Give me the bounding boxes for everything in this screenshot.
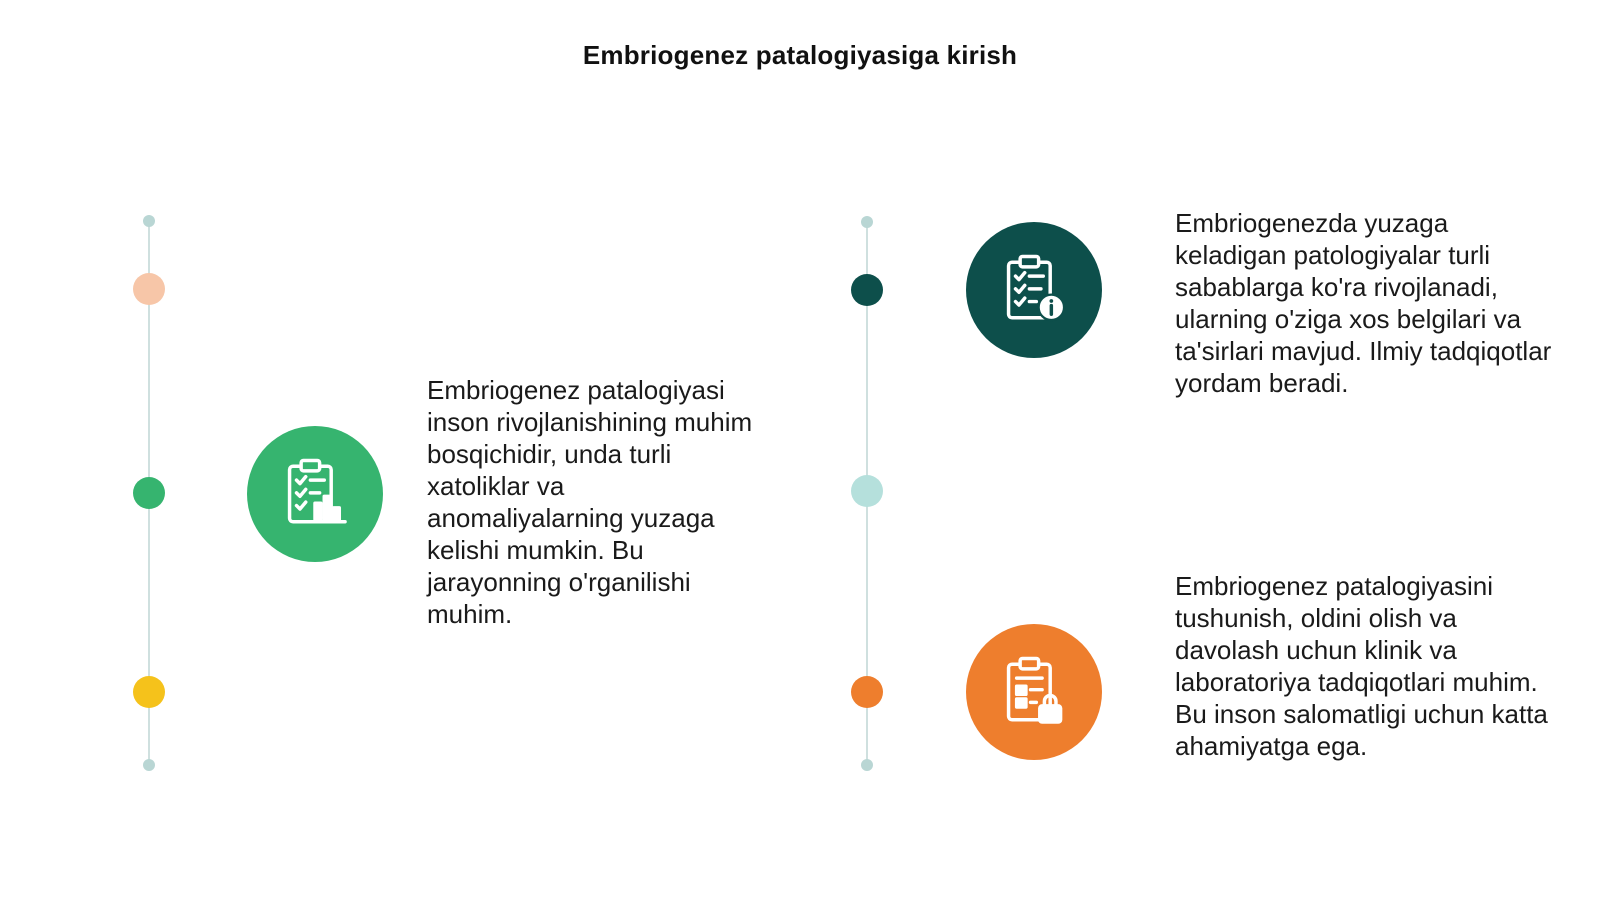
- item-3-text: Embriogenez patalogiyasini tushunish, oldini olish va davolash uchun klinik va laboratoriya tadqiqotlari muhim. Bu inson salomatligi uchun katta ahamiyatga ega.: [1175, 571, 1548, 761]
- page-title: Embriogenez patalogiyasiga kirish: [582, 40, 1018, 70]
- timeline-right-orange-dot: [851, 676, 883, 708]
- item-3-badge: [966, 624, 1102, 760]
- timeline-right-teal-dot: [851, 274, 883, 306]
- clipboard-lock-icon: [997, 655, 1071, 729]
- item-1-badge: [247, 426, 383, 562]
- timeline-right-lightteal-dot: [851, 475, 883, 507]
- clipboard-chart-icon: [278, 457, 352, 531]
- item-2-text: Embriogenezda yuzaga keladigan patologiyalar turli sabablarga ko'ra rivojlanadi, ularning o'ziga xos belgilari va ta'sirlari mavjud. Ilmiy tadqiqotlar yordam beradi.: [1175, 208, 1552, 398]
- item-2-badge: [966, 222, 1102, 358]
- timeline-left-green-dot: [133, 477, 165, 509]
- timeline-right-end-dot: [861, 759, 873, 771]
- item-1-text: Embriogenez patalogiyasi inson rivojlanishining muhim bosqichidir, unda turli xatoliklar va anomaliyalarning yuzaga kelishi mumkin. Bu jarayonning o'rganilishi muhim.: [427, 375, 753, 629]
- timeline-right-start-dot: [861, 216, 873, 228]
- timeline-left-start-dot: [143, 215, 155, 227]
- timeline-left-yellow-dot: [133, 676, 165, 708]
- timeline-left-end-dot: [143, 759, 155, 771]
- timeline-left-peach-dot: [133, 273, 165, 305]
- clipboard-info-icon: [997, 253, 1071, 327]
